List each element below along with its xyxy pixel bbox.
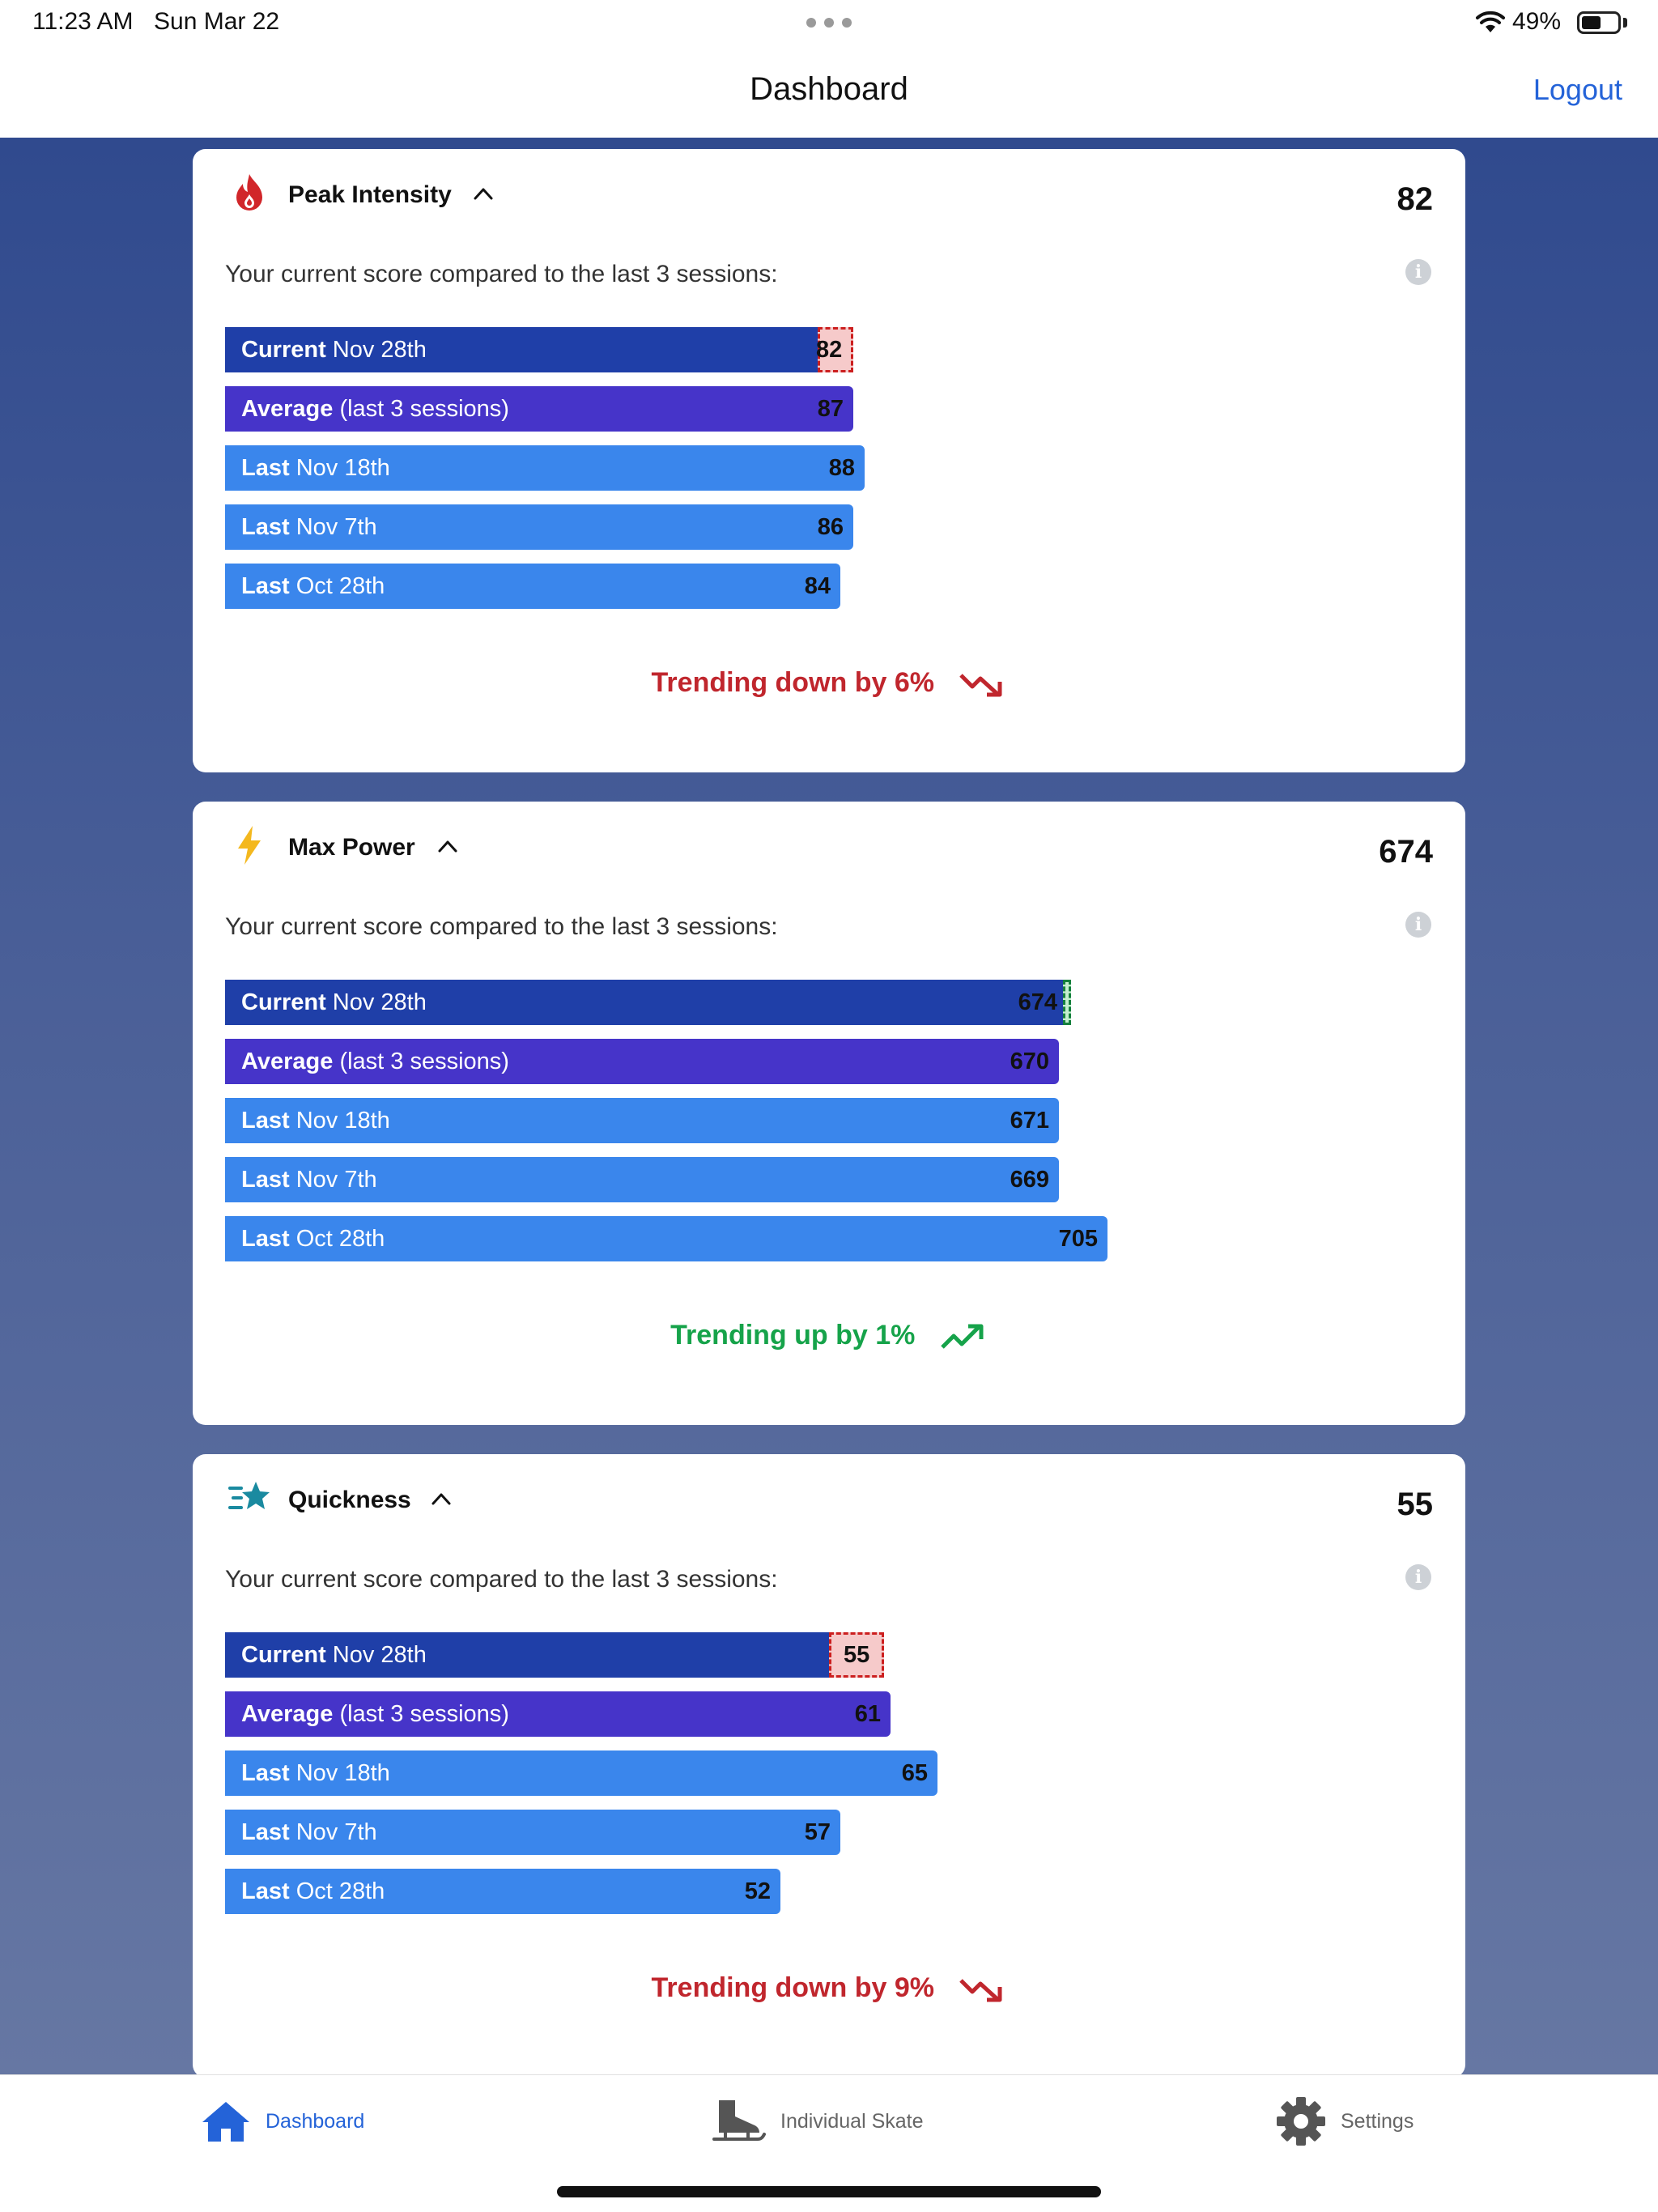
bar-value: 65 <box>901 1760 928 1786</box>
ice-skate-icon <box>712 2097 766 2146</box>
bar-label-bold: Last <box>241 573 290 599</box>
bar-label-bold: Last <box>241 1819 290 1845</box>
card-score: 82 <box>1397 181 1433 217</box>
bar-label-bold: Average <box>241 1049 334 1074</box>
bar-label: Nov 28th <box>325 1642 427 1668</box>
status-time: 11:23 AM <box>32 8 134 35</box>
bar-label: Nov 7th <box>289 514 377 540</box>
bar-average <box>225 1039 1059 1084</box>
trending-down-icon <box>958 1976 1006 2003</box>
bar-label-bold: Average <box>241 396 334 422</box>
bar-last-session <box>225 1216 1107 1261</box>
bar-label-bold: Last <box>241 1878 290 1904</box>
bar-label-bold: Last <box>241 1226 290 1252</box>
trend-indicator <box>193 1972 1465 2004</box>
speed-star-icon <box>228 1477 270 1519</box>
info-icon[interactable]: i <box>1405 912 1431 938</box>
bar-value: 674 <box>1018 989 1057 1015</box>
bar-average <box>225 386 853 432</box>
bar-label-bold: Last <box>241 1167 290 1193</box>
trending-down-icon <box>958 670 1006 698</box>
chevron-up-icon[interactable] <box>437 837 458 855</box>
lightning-icon <box>228 824 270 866</box>
tab-label: Settings <box>1341 2109 1414 2133</box>
logout-button[interactable]: Logout <box>1533 73 1622 106</box>
bar-value: 88 <box>828 455 855 481</box>
bar-last-session <box>225 445 865 491</box>
bar-label-bold: Average <box>241 1701 334 1727</box>
bar-value: 669 <box>1010 1167 1049 1193</box>
trend-indicator <box>193 667 1465 699</box>
house-icon <box>201 2099 251 2143</box>
metric-card-peak-intensity <box>193 149 1465 772</box>
card-score: 55 <box>1397 1487 1433 1522</box>
battery-tip <box>1623 18 1627 28</box>
battery-level <box>1582 16 1601 29</box>
bar-value: 82 <box>816 337 843 363</box>
page-title: Dashboard <box>750 71 908 107</box>
bar-label: (last 3 sessions) <box>333 1701 509 1727</box>
bar-last-session <box>225 1098 1059 1143</box>
home-indicator[interactable] <box>557 2186 1101 2197</box>
bar-label-bold: Current <box>241 989 326 1015</box>
bar-label: Oct 28th <box>289 573 385 599</box>
trend-text: Trending down by 9% <box>651 1972 934 2003</box>
dashboard-content[interactable] <box>0 138 1658 2074</box>
bar-label: Nov 18th <box>289 1760 390 1786</box>
bar-current <box>225 327 818 372</box>
bar-label-bold: Last <box>241 1760 290 1786</box>
bar-last-session <box>225 564 840 609</box>
tab-individual-skate[interactable] <box>712 2093 924 2150</box>
bar-value: 87 <box>817 396 844 422</box>
card-subtitle: Your current score compared to the last 3 sessions: <box>225 913 778 940</box>
bar-value: 52 <box>744 1878 771 1904</box>
bar-label: Oct 28th <box>289 1878 385 1904</box>
trend-text: Trending down by 6% <box>651 667 934 698</box>
bar-average <box>225 1691 891 1737</box>
trending-up-icon <box>939 1323 988 1351</box>
trend-text: Trending up by 1% <box>670 1320 916 1351</box>
bar-value: 86 <box>817 514 844 540</box>
bar-label: Nov 18th <box>289 455 390 481</box>
bar-label-bold: Last <box>241 455 290 481</box>
bar-label-bold: Last <box>241 1108 290 1134</box>
bar-value: 61 <box>854 1701 881 1727</box>
bar-last-session <box>225 504 853 550</box>
bar-label: Oct 28th <box>289 1226 385 1252</box>
delta-indicator-up <box>1063 980 1071 1025</box>
metric-card-quickness <box>193 1454 1465 2074</box>
chevron-up-icon[interactable] <box>473 185 494 202</box>
bar-last-session <box>225 1750 937 1796</box>
info-icon[interactable]: i <box>1405 259 1431 285</box>
comparison-bar-chart <box>225 1632 1197 1924</box>
trend-indicator <box>193 1320 1465 1351</box>
bar-value: 84 <box>804 573 831 599</box>
bar-label: Nov 28th <box>325 337 427 363</box>
bar-label: (last 3 sessions) <box>333 396 509 422</box>
wifi-icon <box>1475 10 1506 34</box>
bar-last-session <box>225 1157 1059 1202</box>
tab-label: Dashboard <box>266 2109 365 2133</box>
nav-bar <box>0 45 1658 138</box>
bar-label-bold: Current <box>241 337 326 363</box>
card-title: Quickness <box>288 1487 411 1513</box>
bar-label: Nov 7th <box>289 1819 377 1845</box>
bar-label: Nov 28th <box>325 989 427 1015</box>
battery-percent: 49% <box>1512 8 1562 35</box>
multitasking-dots-icon[interactable] <box>806 18 852 28</box>
bar-value: 57 <box>804 1819 831 1845</box>
metric-card-max-power <box>193 802 1465 1425</box>
tab-label: Individual Skate <box>780 2109 924 2133</box>
bar-value: 55 <box>844 1642 870 1668</box>
bar-value: 670 <box>1010 1049 1049 1074</box>
bar-label-bold: Last <box>241 514 290 540</box>
bar-current <box>225 1632 829 1678</box>
comparison-bar-chart <box>225 327 1197 619</box>
comparison-bar-chart <box>225 980 1197 1271</box>
card-score: 674 <box>1379 834 1433 870</box>
card-subtitle: Your current score compared to the last 3 sessions: <box>225 261 778 287</box>
bar-label: (last 3 sessions) <box>333 1049 509 1074</box>
bar-value: 671 <box>1010 1108 1049 1134</box>
tab-settings[interactable] <box>1276 2093 1414 2150</box>
tab-dashboard[interactable] <box>201 2093 364 2150</box>
gear-icon <box>1276 2096 1326 2146</box>
bar-last-session <box>225 1810 840 1855</box>
card-subtitle: Your current score compared to the last 3 sessions: <box>225 1566 778 1593</box>
flame-icon <box>228 172 270 214</box>
status-date: Sun Mar 22 <box>154 8 280 35</box>
bar-label-bold: Current <box>241 1642 326 1668</box>
battery-icon <box>1577 11 1621 34</box>
info-icon[interactable]: i <box>1405 1564 1431 1590</box>
bar-label: Nov 7th <box>289 1167 377 1193</box>
status-bar <box>0 0 1658 45</box>
card-title: Peak Intensity <box>288 181 452 208</box>
bar-current <box>225 980 1067 1025</box>
bar-last-session <box>225 1869 780 1914</box>
chevron-up-icon[interactable] <box>431 1490 452 1508</box>
bar-label: Nov 18th <box>289 1108 390 1134</box>
card-title: Max Power <box>288 834 415 861</box>
bar-value: 705 <box>1058 1226 1098 1252</box>
